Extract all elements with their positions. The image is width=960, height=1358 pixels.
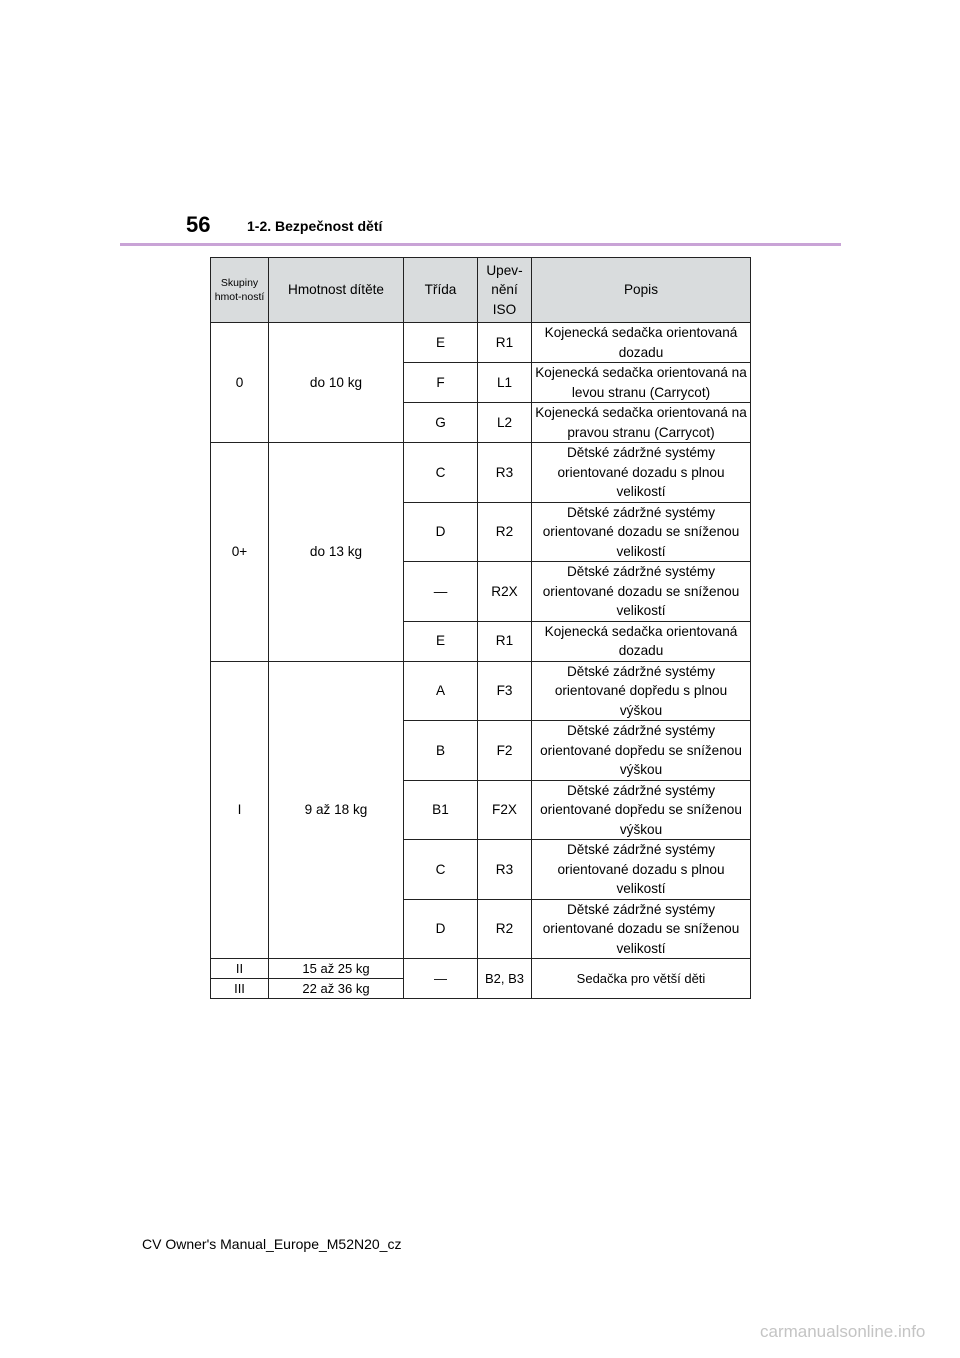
iso-cell: F2 xyxy=(478,721,532,781)
class-cell: E xyxy=(404,323,478,363)
iso-cell: R2 xyxy=(478,899,532,959)
description-cell: Kojenecká sedačka orientovaná dozadu xyxy=(532,323,751,363)
class-cell: G xyxy=(404,403,478,443)
class-cell: D xyxy=(404,502,478,562)
iso-cell: B2, B3 xyxy=(478,959,532,999)
class-cell: C xyxy=(404,443,478,503)
group-cell: III xyxy=(211,979,269,999)
class-cell: E xyxy=(404,621,478,661)
group-cell: II xyxy=(211,959,269,979)
description-cell: Sedačka pro větší děti xyxy=(532,959,751,999)
class-cell: B xyxy=(404,721,478,781)
description-cell: Dětské zádržné systémy orientované dopředu se sníženou výškou xyxy=(532,721,751,781)
iso-cell: R3 xyxy=(478,443,532,503)
description-cell: Kojenecká sedačka orientovaná na levou stranu (Carrycot) xyxy=(532,363,751,403)
header-class: Třída xyxy=(404,258,478,323)
table-header-row xyxy=(211,258,751,323)
iso-cell: R2X xyxy=(478,562,532,622)
header-iso-fixture: Upev-nění ISO xyxy=(478,258,532,323)
description-cell: Dětské zádržné systémy orientované dopředu se sníženou výškou xyxy=(532,780,751,840)
manual-footer: CV Owner's Manual_Europe_M52N20_cz xyxy=(142,1236,402,1252)
description-cell: Kojenecká sedačka orientovaná dozadu xyxy=(532,621,751,661)
iso-cell: R3 xyxy=(478,840,532,900)
table-row xyxy=(211,661,751,721)
class-cell: A xyxy=(404,661,478,721)
description-cell: Dětské zádržné systémy orientované dozadu s plnou velikostí xyxy=(532,443,751,503)
child-seat-table xyxy=(210,257,751,999)
class-cell: B1 xyxy=(404,780,478,840)
weight-cell: do 13 kg xyxy=(269,443,404,662)
group-cell: I xyxy=(211,661,269,959)
iso-cell: F3 xyxy=(478,661,532,721)
header-weight-groups: Skupiny hmot-ností xyxy=(211,258,269,323)
group-cell: 0 xyxy=(211,323,269,443)
iso-cell: R1 xyxy=(478,323,532,363)
weight-cell: 9 až 18 kg xyxy=(269,661,404,959)
description-cell: Dětské zádržné systémy orientované dozadu se sníženou velikostí xyxy=(532,502,751,562)
description-cell: Kojenecká sedačka orientovaná na pravou stranu (Carrycot) xyxy=(532,403,751,443)
class-cell: C xyxy=(404,840,478,900)
iso-cell: L1 xyxy=(478,363,532,403)
iso-cell: L2 xyxy=(478,403,532,443)
class-cell: — xyxy=(404,562,478,622)
class-cell: — xyxy=(404,959,478,999)
watermark-text: carmanualsonline.info xyxy=(760,1322,926,1341)
description-cell: Dětské zádržné systémy orientované dopředu s plnou výškou xyxy=(532,661,751,721)
weight-cell: 22 až 36 kg xyxy=(269,979,404,999)
class-cell: F xyxy=(404,363,478,403)
iso-cell: F2X xyxy=(478,780,532,840)
description-cell: Dětské zádržné systémy orientované dozadu se sníženou velikostí xyxy=(532,899,751,959)
iso-cell: R2 xyxy=(478,502,532,562)
description-cell: Dětské zádržné systémy orientované dozadu se sníženou velikostí xyxy=(532,562,751,622)
section-title: 1-2. Bezpečnost dětí xyxy=(247,218,383,234)
class-cell: D xyxy=(404,899,478,959)
weight-cell: 15 až 25 kg xyxy=(269,959,404,979)
description-cell: Dětské zádržné systémy orientované dozadu s plnou velikostí xyxy=(532,840,751,900)
header-divider xyxy=(120,243,841,246)
group-cell: 0+ xyxy=(211,443,269,662)
iso-cell: R1 xyxy=(478,621,532,661)
table-row xyxy=(211,323,751,363)
weight-cell: do 10 kg xyxy=(269,323,404,443)
header-description: Popis xyxy=(532,258,751,323)
page-number: 56 xyxy=(186,212,211,237)
table-row xyxy=(211,443,751,503)
table-row xyxy=(211,959,751,979)
header-child-weight: Hmotnost dítěte xyxy=(269,258,404,323)
